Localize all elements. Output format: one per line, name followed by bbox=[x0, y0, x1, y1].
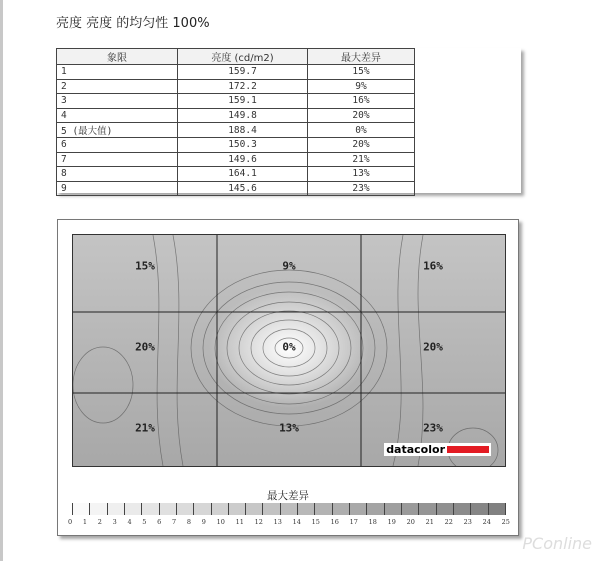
cell-label-3: 16% bbox=[423, 259, 443, 273]
cell: 20% bbox=[308, 108, 415, 123]
legend-ticks bbox=[68, 518, 510, 526]
cell: 3 bbox=[57, 94, 178, 109]
page-title: 亮度 亮度 的均匀性 100% bbox=[56, 16, 210, 31]
cell: 8 bbox=[57, 167, 178, 182]
tick: 3 bbox=[112, 518, 117, 526]
table-row bbox=[57, 65, 415, 80]
cell: 13% bbox=[308, 167, 415, 182]
table-row bbox=[57, 108, 415, 123]
cell: 150.3 bbox=[178, 138, 308, 153]
cell: 159.1 bbox=[178, 94, 308, 109]
cell: 159.7 bbox=[178, 65, 308, 80]
table-row bbox=[57, 79, 415, 94]
cell: 0% bbox=[308, 123, 415, 138]
table-row bbox=[57, 138, 415, 153]
table-row bbox=[57, 167, 415, 182]
cell: 9 bbox=[57, 181, 178, 196]
tick: 11 bbox=[235, 518, 244, 526]
header-quadrant: 象限 bbox=[57, 49, 178, 65]
tick: 10 bbox=[216, 518, 225, 526]
data-table-panel bbox=[56, 48, 521, 193]
datacolor-logo bbox=[384, 443, 491, 456]
cell: 20% bbox=[308, 138, 415, 153]
cell: 5 (最大值) bbox=[57, 123, 178, 138]
tick: 14 bbox=[292, 518, 301, 526]
tick: 20 bbox=[406, 518, 415, 526]
watermark: PConline bbox=[522, 534, 592, 553]
header-luminance: 亮度 (cd/m2) bbox=[178, 49, 308, 65]
tick: 1 bbox=[82, 518, 87, 526]
cell: 23% bbox=[308, 181, 415, 196]
tick: 7 bbox=[172, 518, 177, 526]
legend-scale bbox=[72, 503, 506, 515]
table-header bbox=[57, 49, 415, 65]
tick: 24 bbox=[482, 518, 491, 526]
tick: 17 bbox=[349, 518, 358, 526]
tick: 15 bbox=[311, 518, 320, 526]
tick: 8 bbox=[186, 518, 192, 526]
tick: 4 bbox=[127, 518, 132, 526]
legend-title: 最大差异 bbox=[267, 490, 309, 502]
cell: 149.8 bbox=[178, 108, 308, 123]
cell-label-7: 21% bbox=[135, 421, 155, 435]
tick: 19 bbox=[387, 518, 396, 526]
cell-label-8: 13% bbox=[279, 421, 299, 435]
cell: 149.6 bbox=[178, 152, 308, 167]
tick: 25 bbox=[501, 518, 510, 526]
tick: 6 bbox=[157, 518, 162, 526]
cell: 2 bbox=[57, 79, 178, 94]
table-row bbox=[57, 181, 415, 196]
tick: 9 bbox=[201, 518, 206, 526]
table-row bbox=[57, 123, 415, 138]
tick: 12 bbox=[254, 518, 263, 526]
cell: 15% bbox=[308, 65, 415, 80]
cell: 172.2 bbox=[178, 79, 308, 94]
table-row bbox=[57, 152, 415, 167]
cell-label-6: 20% bbox=[423, 340, 443, 354]
cell-label-2: 9% bbox=[282, 259, 296, 273]
cell: 21% bbox=[308, 152, 415, 167]
cell-label-1: 15% bbox=[135, 259, 155, 273]
cell: 9% bbox=[308, 79, 415, 94]
tick: 22 bbox=[444, 518, 453, 526]
tick: 0 bbox=[68, 518, 73, 526]
tick: 2 bbox=[97, 518, 102, 526]
cell: 4 bbox=[57, 108, 178, 123]
tick: 23 bbox=[463, 518, 472, 526]
cell-label-5: 0% bbox=[282, 340, 296, 354]
brand-bar bbox=[447, 446, 489, 453]
brand-text: datacolor bbox=[386, 443, 445, 456]
header-max-diff: 最大差异 bbox=[308, 49, 415, 65]
cell: 7 bbox=[57, 152, 178, 167]
contour-heatmap bbox=[72, 234, 506, 467]
cell: 164.1 bbox=[178, 167, 308, 182]
tick: 16 bbox=[330, 518, 339, 526]
tick: 5 bbox=[142, 518, 147, 526]
cell: 1 bbox=[57, 65, 178, 80]
table-row bbox=[57, 94, 415, 109]
cell-label-4: 20% bbox=[135, 340, 155, 354]
cell: 145.6 bbox=[178, 181, 308, 196]
tick: 13 bbox=[273, 518, 282, 526]
tick: 18 bbox=[368, 518, 377, 526]
uniformity-chart bbox=[57, 219, 519, 536]
luminance-table bbox=[56, 48, 415, 196]
cell: 6 bbox=[57, 138, 178, 153]
tick: 21 bbox=[425, 518, 434, 526]
cell-label-9: 23% bbox=[423, 421, 443, 435]
cell: 188.4 bbox=[178, 123, 308, 138]
cell: 16% bbox=[308, 94, 415, 109]
left-border bbox=[0, 0, 3, 561]
